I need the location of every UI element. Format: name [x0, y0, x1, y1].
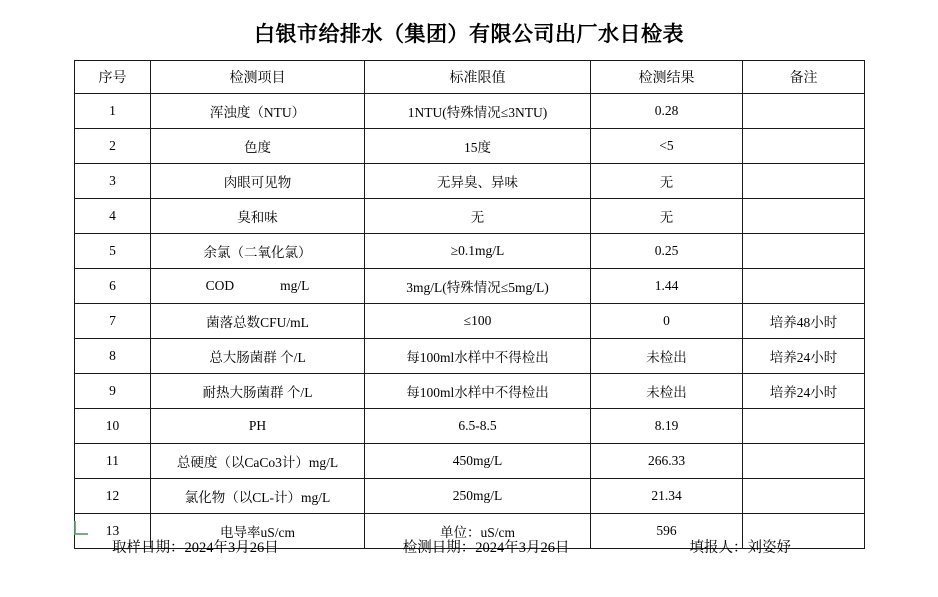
- cell-note: [743, 479, 865, 514]
- cell-item-unit: mg/L: [280, 278, 310, 293]
- cell-result: 0: [591, 304, 743, 339]
- cell-result: <5: [591, 129, 743, 164]
- cell-note: [743, 409, 865, 444]
- table-row: [75, 374, 865, 409]
- cell-item: 电导率uS/cm: [151, 514, 365, 549]
- cell-limit: ≥0.1mg/L: [365, 234, 591, 269]
- cell-limit: 无异臭、异味: [365, 164, 591, 199]
- cell-no: 11: [75, 444, 151, 479]
- table-row: [75, 129, 865, 164]
- cell-no: 7: [75, 304, 151, 339]
- cell-no: 3: [75, 164, 151, 199]
- table-row: [75, 269, 865, 304]
- table-row: [75, 94, 865, 129]
- cell-item-name: COD: [205, 278, 235, 293]
- cell-item: PH: [151, 409, 365, 444]
- cell-result: 21.34: [591, 479, 743, 514]
- cell-result: 0.25: [591, 234, 743, 269]
- table-row: [75, 409, 865, 444]
- cell-limit: 无: [365, 199, 591, 234]
- table-header-row: [75, 61, 865, 94]
- cell-note: 培养48小时: [743, 304, 865, 339]
- cell-item: 总硬度（以CaCo3计）mg/L: [151, 444, 365, 479]
- cell-limit: 250mg/L: [365, 479, 591, 514]
- cell-limit: 3mg/L(特殊情况≤5mg/L): [365, 269, 591, 304]
- cell-result: 无: [591, 164, 743, 199]
- column-header-limit: 标准限值: [365, 61, 591, 94]
- cell-item: 余氯（二氧化氯）: [151, 234, 365, 269]
- cell-no: 1: [75, 94, 151, 129]
- filler-name-label: 填报人：刘姿妤: [689, 539, 791, 556]
- cell-no: 5: [75, 234, 151, 269]
- cell-no: 2: [75, 129, 151, 164]
- table-row: [75, 339, 865, 374]
- cell-limit: 450mg/L: [365, 444, 591, 479]
- cell-result: 8.19: [591, 409, 743, 444]
- cell-limit: 每100ml水样中不得检出: [365, 339, 591, 374]
- cell-no: 4: [75, 199, 151, 234]
- cell-limit: 15度: [365, 129, 591, 164]
- cell-no: 6: [75, 269, 151, 304]
- cell-limit: 6.5-8.5: [365, 409, 591, 444]
- cell-note: 培养24小时: [743, 374, 865, 409]
- cell-item: 肉眼可见物: [151, 164, 365, 199]
- sample-date-label: 取样日期：2024年3月26日: [112, 539, 279, 556]
- cell-note: [743, 444, 865, 479]
- cell-item: 菌落总数CFU/mL: [151, 304, 365, 339]
- cell-item: 浑浊度（NTU）: [151, 94, 365, 129]
- table-row: [75, 164, 865, 199]
- water-quality-table: [74, 60, 865, 549]
- document-footer: [74, 528, 864, 564]
- table-row: [75, 479, 865, 514]
- table-row: [75, 234, 865, 269]
- cell-result: 未检出: [591, 339, 743, 374]
- cell-note: [743, 129, 865, 164]
- column-header-result: 检测结果: [591, 61, 743, 94]
- page-title: 白银市给排水（集团）有限公司出厂水日检表: [254, 22, 684, 46]
- cell-note: [743, 199, 865, 234]
- cell-result: 1.44: [591, 269, 743, 304]
- column-header-no: 序号: [75, 61, 151, 94]
- cell-item: [151, 269, 365, 304]
- cell-note: [743, 94, 865, 129]
- cell-result: 266.33: [591, 444, 743, 479]
- cell-note: [743, 164, 865, 199]
- cell-result: 无: [591, 199, 743, 234]
- test-date-label: 检测日期：2024年3月26日: [402, 539, 570, 556]
- cell-limit: ≤100: [365, 304, 591, 339]
- cell-item: 臭和味: [151, 199, 365, 234]
- cell-item: 氯化物（以CL-计）mg/L: [151, 479, 365, 514]
- cell-note: [743, 269, 865, 304]
- cell-no: 10: [75, 409, 151, 444]
- column-header-note: 备注: [743, 61, 865, 94]
- cell-no: 12: [75, 479, 151, 514]
- table-row: [75, 199, 865, 234]
- cell-result: 未检出: [591, 374, 743, 409]
- table-row: [75, 444, 865, 479]
- table-row: [75, 304, 865, 339]
- cell-note: 培养24小时: [743, 339, 865, 374]
- cell-limit: 单位：uS/cm: [365, 514, 591, 549]
- cell-no: 8: [75, 339, 151, 374]
- cell-limit: 每100ml水样中不得检出: [365, 374, 591, 409]
- cell-no: 9: [75, 374, 151, 409]
- cell-result: 0.28: [591, 94, 743, 129]
- cell-item: 总大肠菌群 个/L: [151, 339, 365, 374]
- cell-note: [743, 234, 865, 269]
- cell-item: 耐热大肠菌群 个/L: [151, 374, 365, 409]
- cell-result: 596: [591, 514, 743, 549]
- cell-item: 色度: [151, 129, 365, 164]
- column-header-item: 检测项目: [151, 61, 365, 94]
- cell-limit: 1NTU(特殊情况≤3NTU): [365, 94, 591, 129]
- cell-no: 13: [75, 514, 151, 549]
